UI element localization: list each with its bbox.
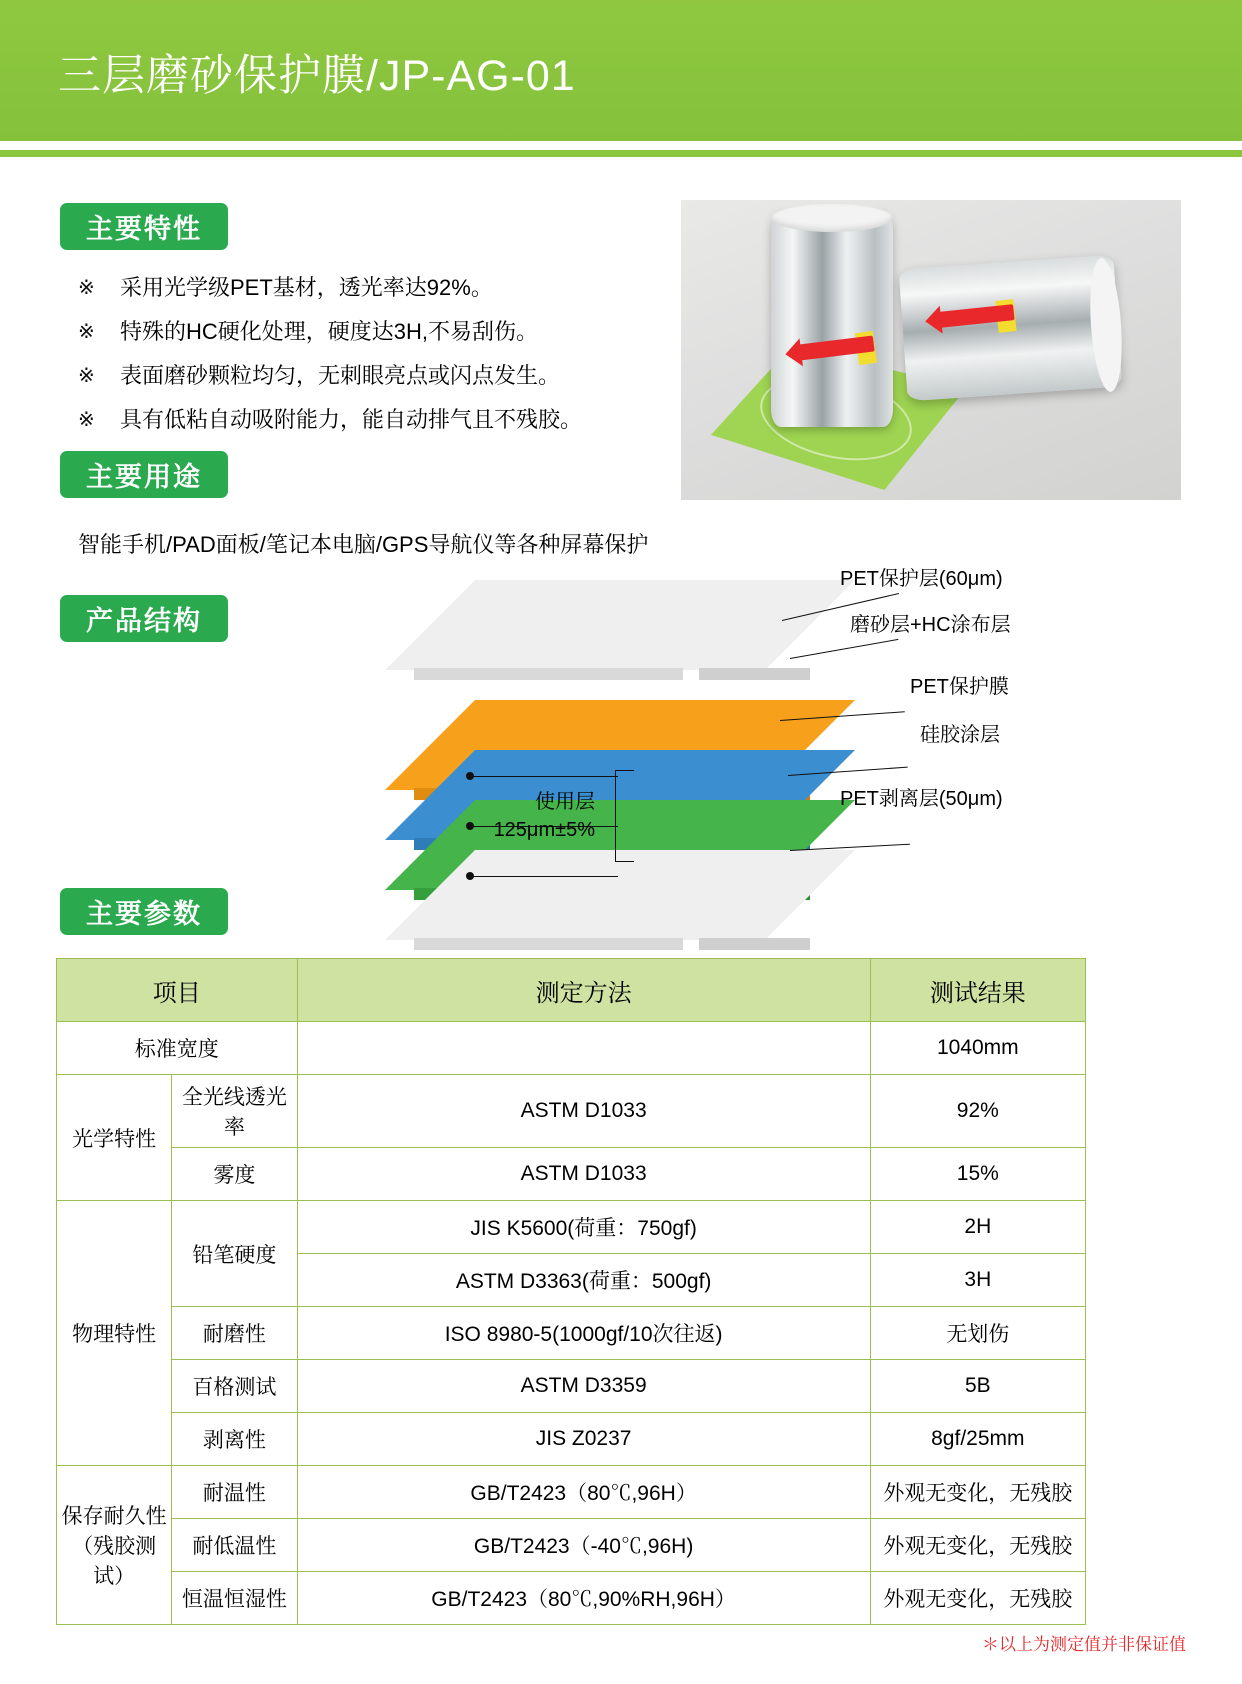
column-header-method: 测定方法 bbox=[297, 959, 870, 1022]
table-row bbox=[57, 1519, 1086, 1572]
cell-method: GB/T2423（-40℃,96H) bbox=[297, 1519, 870, 1572]
uses-text: 智能手机/PAD面板/笔记本电脑/GPS导航仪等各种屏幕保护 bbox=[78, 532, 649, 557]
section-badge-params: 主要参数 bbox=[60, 888, 228, 935]
list-item bbox=[78, 272, 678, 304]
cell-result: 2H bbox=[870, 1201, 1085, 1254]
table-row bbox=[57, 1413, 1086, 1466]
column-header-item: 项目 bbox=[57, 959, 298, 1022]
cell-item-durability-line2: （残胶测试） bbox=[72, 1535, 157, 1588]
cell-method bbox=[297, 1022, 870, 1075]
table-row bbox=[57, 1201, 1086, 1254]
bullet-mark-icon: ※ bbox=[78, 321, 95, 343]
column-header-result: 测试结果 bbox=[870, 959, 1085, 1022]
layer-pet-release bbox=[430, 850, 810, 940]
cell-item: 标准宽度 bbox=[57, 1022, 298, 1075]
label-silicone-coating: 硅胶涂层 bbox=[920, 724, 1000, 746]
feature-text: 采用光学级PET基材，透光率达92%。 bbox=[120, 275, 493, 300]
cell-result: 1040mm bbox=[870, 1022, 1085, 1075]
parameters-table bbox=[56, 958, 1086, 1625]
bullet-mark-icon: ※ bbox=[78, 365, 95, 387]
page-title: 三层磨砂保护膜/JP-AG-01 bbox=[58, 52, 576, 100]
table-row bbox=[57, 1148, 1086, 1201]
feature-list bbox=[78, 272, 678, 448]
cell-sub: 耐磨性 bbox=[172, 1307, 297, 1360]
section-badge-features: 主要特性 bbox=[60, 203, 228, 250]
table-row bbox=[57, 1075, 1086, 1148]
feature-text: 具有低粘自动吸附能力，能自动排气且不残胶。 bbox=[120, 407, 583, 432]
use-layer-title: 使用层 bbox=[535, 791, 595, 813]
cell-method: JIS Z0237 bbox=[297, 1413, 870, 1466]
cell-result: 92% bbox=[870, 1075, 1085, 1148]
label-pet-release-layer: PET剥离层(50μm) bbox=[840, 788, 1003, 810]
table-row bbox=[57, 1307, 1086, 1360]
list-item bbox=[78, 360, 678, 392]
feature-text: 特殊的HC硬化处理，硬度达3H,不易刮伤。 bbox=[120, 319, 539, 344]
cell-method: ASTM D3363(荷重：500gf) bbox=[297, 1254, 870, 1307]
list-item bbox=[78, 404, 678, 436]
cell-result: 8gf/25mm bbox=[870, 1413, 1085, 1466]
bullet-mark-icon: ※ bbox=[78, 277, 95, 299]
cell-item-durability-line1: 保存耐久性 bbox=[61, 1505, 167, 1528]
header-divider bbox=[0, 150, 1242, 157]
feature-text: 表面磨砂颗粒均匀，无刺眼亮点或闪点发生。 bbox=[120, 363, 561, 388]
cell-method: ASTM D1033 bbox=[297, 1148, 870, 1201]
cell-method: ASTM D3359 bbox=[297, 1360, 870, 1413]
cell-result: 外观无变化，无残胶 bbox=[870, 1572, 1085, 1625]
cell-sub: 雾度 bbox=[172, 1148, 297, 1201]
layer-pet-protect bbox=[430, 580, 810, 670]
bullet-mark-icon: ※ bbox=[78, 409, 95, 431]
list-item bbox=[78, 316, 678, 348]
cell-method: ISO 8980-5(1000gf/10次往返) bbox=[297, 1307, 870, 1360]
section-badge-structure: 产品结构 bbox=[60, 595, 228, 642]
cell-sub: 耐低温性 bbox=[172, 1519, 297, 1572]
cell-sub: 铅笔硬度 bbox=[172, 1201, 297, 1307]
table-row bbox=[57, 1466, 1086, 1519]
cell-method: ASTM D1033 bbox=[297, 1075, 870, 1148]
callout-line bbox=[470, 876, 618, 877]
cell-sub: 恒温恒湿性 bbox=[172, 1572, 297, 1625]
structure-diagram bbox=[410, 560, 1050, 935]
cell-sub: 百格测试 bbox=[172, 1360, 297, 1413]
table-row bbox=[57, 1572, 1086, 1625]
photo-roll-vertical bbox=[771, 212, 893, 427]
cell-result: 5B bbox=[870, 1360, 1085, 1413]
footnote: ＊以上为测定值并非保证值 bbox=[982, 1635, 1186, 1654]
cell-result: 无划伤 bbox=[870, 1307, 1085, 1360]
cell-item-durability bbox=[57, 1466, 172, 1625]
table-header-row bbox=[57, 959, 1086, 1022]
cell-result: 15% bbox=[870, 1148, 1085, 1201]
cell-item-optical: 光学特性 bbox=[57, 1075, 172, 1201]
product-photo bbox=[681, 200, 1181, 500]
use-layer-thickness: 125μm±5% bbox=[493, 819, 595, 841]
cell-result: 外观无变化，无残胶 bbox=[870, 1466, 1085, 1519]
cell-method: GB/T2423（80℃,96H） bbox=[297, 1466, 870, 1519]
table-row bbox=[57, 1022, 1086, 1075]
table-row bbox=[57, 1360, 1086, 1413]
cell-sub: 耐温性 bbox=[172, 1466, 297, 1519]
label-matte-hc-layer: 磨砂层+HC涂布层 bbox=[850, 614, 1011, 636]
photo-roll-vertical-top bbox=[771, 204, 893, 232]
cell-result: 外观无变化，无残胶 bbox=[870, 1519, 1085, 1572]
cell-sub: 全光线透光率 bbox=[172, 1075, 297, 1148]
cell-sub: 剥离性 bbox=[172, 1413, 297, 1466]
label-pet-protect-layer: PET保护层(60μm) bbox=[840, 568, 1003, 590]
use-layer-brace bbox=[615, 770, 634, 862]
cell-method: JIS K5600(荷重：750gf) bbox=[297, 1201, 870, 1254]
cell-method: GB/T2423（80℃,90%RH,96H） bbox=[297, 1572, 870, 1625]
cell-result: 3H bbox=[870, 1254, 1085, 1307]
section-badge-uses: 主要用途 bbox=[60, 451, 228, 498]
cell-item-physical: 物理特性 bbox=[57, 1201, 172, 1466]
page-header bbox=[0, 0, 1242, 141]
label-pet-film: PET保护膜 bbox=[910, 676, 1009, 698]
callout-line bbox=[470, 776, 618, 777]
